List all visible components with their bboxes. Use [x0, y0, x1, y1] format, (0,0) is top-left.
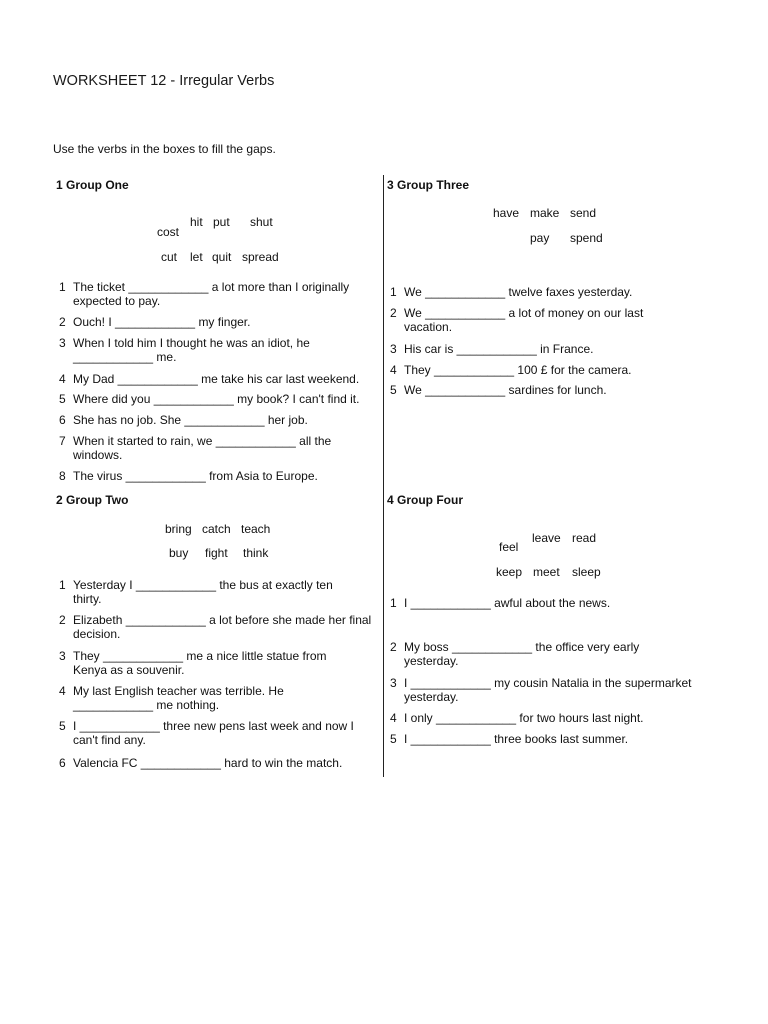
exercise-text: I ____________ my cousin Natalia in the supermarket yesterday. [404, 676, 692, 704]
exercise-number: 1 [59, 578, 66, 592]
exercise-number: 3 [59, 336, 66, 350]
exercise-text: They ____________ 100 £ for the camera. [404, 363, 632, 377]
exercise-text: Valencia FC ____________ hard to win the match. [73, 756, 343, 770]
exercise-item [390, 363, 720, 379]
verb-box-word: send [570, 206, 597, 220]
exercise-item [59, 372, 381, 388]
verb-box-word: buy [169, 546, 189, 560]
exercise-text: My Dad ____________ me take his car last weekend. [73, 372, 360, 386]
verb-box-word: fight [205, 546, 228, 560]
instruction-text: Use the verbs in the boxes to fill the gaps. [53, 142, 276, 156]
exercise-item [59, 613, 381, 643]
exercise-item [59, 719, 381, 749]
group-three-heading: 3 Group Three [387, 178, 470, 192]
exercise-text: When I told him I thought he was an idiot, he ____________ me. [73, 336, 310, 364]
verb-box-word: read [572, 531, 597, 545]
column-divider [383, 175, 384, 777]
exercise-item [59, 336, 381, 366]
exercise-number: 4 [390, 363, 397, 377]
verb-box-word: teach [241, 522, 271, 536]
verb-box-word: think [243, 546, 269, 560]
verb-box-word: sleep [572, 565, 601, 579]
verb-box-word: shut [250, 215, 273, 229]
exercise-text: I ____________ three books last summer. [404, 732, 629, 746]
group-four-heading: 4 Group Four [387, 493, 463, 507]
exercise-item [59, 434, 381, 464]
exercise-number: 1 [390, 596, 397, 610]
verb-box-word: meet [533, 565, 560, 579]
exercise-item [59, 280, 381, 310]
exercise-number: 1 [390, 285, 397, 299]
exercise-number: 2 [390, 640, 397, 654]
exercise-item [390, 342, 720, 358]
exercise-number: 6 [59, 756, 66, 770]
group-one-heading: 1 Group One [56, 178, 129, 192]
exercise-text: I ____________ awful about the news. [404, 596, 611, 610]
verb-box-word: bring [165, 522, 192, 536]
exercise-number: 1 [59, 280, 66, 294]
exercise-item [59, 756, 381, 772]
verb-box-word: leave [532, 531, 561, 545]
exercise-item [59, 413, 381, 429]
verb-box-word: feel [499, 540, 519, 554]
exercise-item [59, 392, 381, 408]
verb-box-word: spread [242, 250, 279, 264]
exercise-number: 5 [390, 732, 397, 746]
exercise-text: When it started to rain, we ____________ all the windows. [73, 434, 332, 462]
exercise-item [390, 285, 720, 301]
exercise-text: We ____________ sardines for lunch. [404, 383, 607, 397]
exercise-text: The virus ____________ from Asia to Europe. [73, 469, 318, 483]
verb-box-word: quit [212, 250, 232, 264]
exercise-item [59, 469, 381, 485]
exercise-number: 8 [59, 469, 66, 483]
exercise-number: 5 [390, 383, 397, 397]
exercise-item [390, 676, 730, 706]
exercise-number: 3 [59, 649, 66, 663]
exercise-item [390, 596, 720, 612]
exercise-number: 3 [390, 676, 397, 690]
exercise-number: 4 [390, 711, 397, 725]
verb-box-word: put [213, 215, 230, 229]
exercise-text: They ____________ me a nice little statue from Kenya as a souvenir. [73, 649, 327, 677]
exercise-number: 4 [59, 372, 66, 386]
verb-box-word: keep [496, 565, 523, 579]
exercise-text: Where did you ____________ my book? I can't find it. [73, 392, 360, 406]
exercise-item [59, 684, 381, 714]
exercise-number: 5 [59, 392, 66, 406]
group-two-heading: 2 Group Two [56, 493, 129, 507]
exercise-item [390, 306, 720, 336]
verb-box-word: let [190, 250, 203, 264]
verb-box-word: catch [202, 522, 231, 536]
exercise-text: Elizabeth ____________ a lot before she made her final decision. [73, 613, 372, 641]
exercise-text: My boss ____________ the office very early yesterday. [404, 640, 640, 668]
exercise-item [59, 315, 381, 331]
exercise-item [390, 383, 720, 399]
exercise-text: His car is ____________ in France. [404, 342, 594, 356]
exercise-text: I only ____________ for two hours last night. [404, 711, 644, 725]
exercise-number: 2 [59, 315, 66, 329]
exercise-number: 7 [59, 434, 66, 448]
exercise-text: We ____________ a lot of money on our last vacation. [404, 306, 644, 334]
verb-box-word: cut [161, 250, 178, 264]
exercise-text: I ____________ three new pens last week and now I can't find any. [73, 719, 354, 747]
verb-box-word: make [530, 206, 560, 220]
verb-box-word: cost [157, 225, 180, 239]
exercise-text: My last English teacher was terrible. He ____________ me nothing. [73, 684, 284, 712]
exercise-text: She has no job. She ____________ her job. [73, 413, 308, 427]
exercise-number: 5 [59, 719, 66, 733]
verb-box-word: hit [190, 215, 203, 229]
exercise-number: 4 [59, 684, 66, 698]
exercise-number: 2 [59, 613, 66, 627]
verb-box-word: spend [570, 231, 603, 245]
exercise-text: We ____________ twelve faxes yesterday. [404, 285, 633, 299]
exercise-text: Yesterday I ____________ the bus at exactly ten thirty. [73, 578, 333, 606]
exercise-text: Ouch! I ____________ my finger. [73, 315, 251, 329]
exercise-item [390, 711, 720, 727]
worksheet-title: WORKSHEET 12 - Irregular Verbs [53, 73, 275, 89]
verb-box-word: pay [530, 231, 550, 245]
exercise-number: 2 [390, 306, 397, 320]
verb-box-word: have [493, 206, 520, 220]
exercise-item [59, 578, 381, 608]
exercise-number: 3 [390, 342, 397, 356]
exercise-item [59, 649, 381, 679]
exercise-item [390, 640, 720, 670]
exercise-number: 6 [59, 413, 66, 427]
exercise-item [390, 732, 720, 748]
exercise-text: The ticket ____________ a lot more than I originally expected to pay. [73, 280, 350, 308]
